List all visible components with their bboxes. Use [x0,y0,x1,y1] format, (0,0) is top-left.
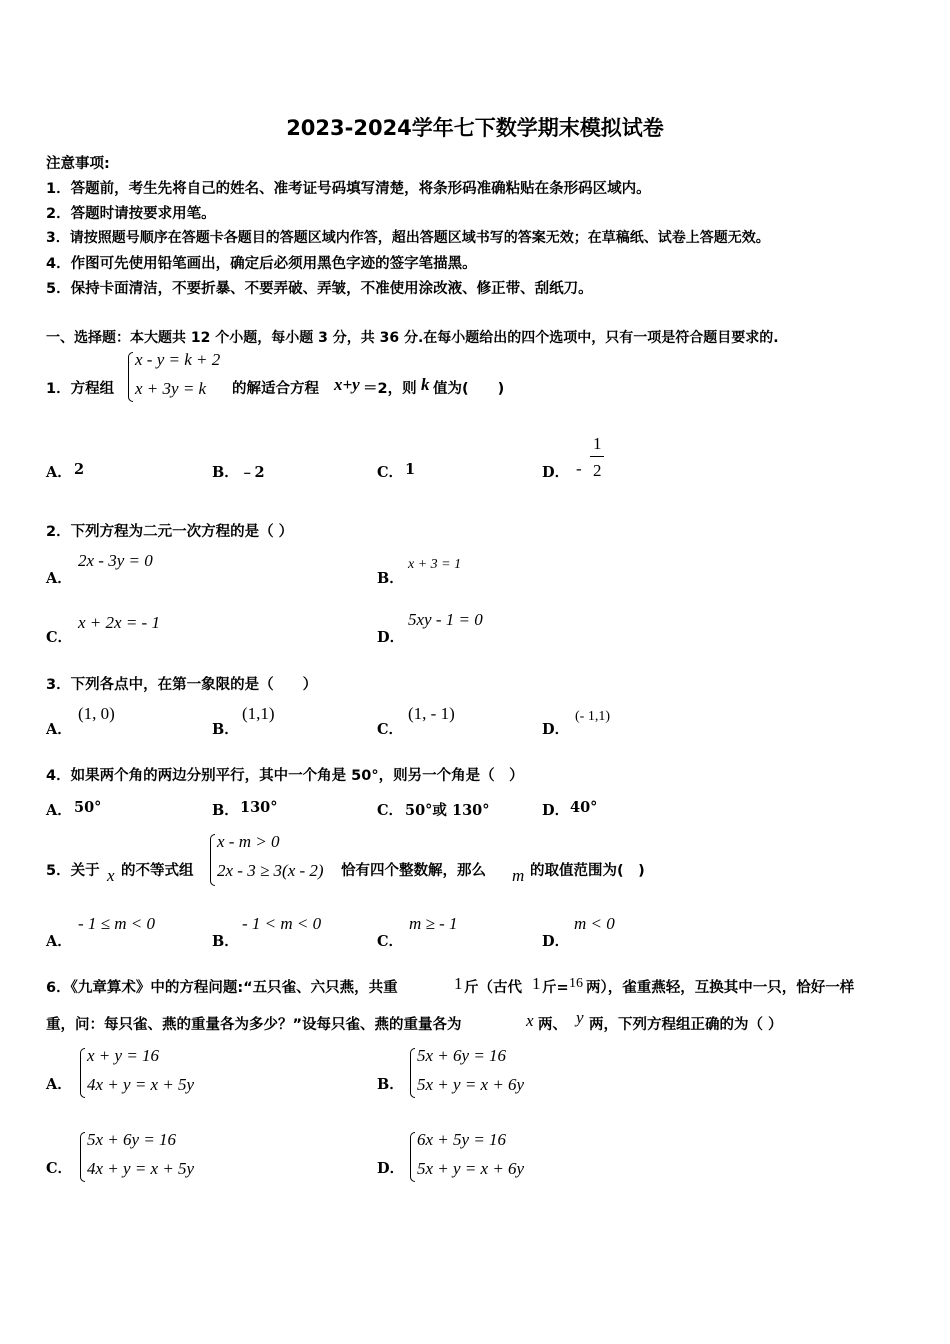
q1-option-c-value: 1 [405,461,416,478]
q5-suffix: 的取值范围为( ) [530,863,645,879]
q5-option-d-label: D． [542,933,570,950]
q6-option-d-eq1: 6x + 5y = 16 [417,1130,507,1149]
q5-ineq2: 2x - 3 ≥ 3(x - 2) [217,861,324,880]
q4-option-d-value: 40° [570,799,598,816]
q6-line2-c: 两，下列方程组正确的为（ ） [589,1017,783,1033]
notice-item-3: 3．请按照题号顺序在答题卡各题目的答题区域内作答，超出答题区域书写的答案无效；在草稿纸、试卷上答题无效。 [46,230,770,246]
q1-eq2: x + 3y = k [135,379,207,398]
q6-option-b-eq2: 5x + y = x + 6y [417,1075,525,1094]
notice-item-5: 5．保持卡面清洁，不要折暴、不要弄破、弄皱，不准使用涂改液、修正带、刮纸刀。 [46,281,593,297]
q6-line1-a: 6．《九章算术》中的方程问题:“五只雀、六只燕，共重 [46,980,398,996]
q6-line1-n2: 1 [532,974,541,993]
q6-line1-n1: 1 [454,974,463,993]
q1-option-d-denominator: 2 [593,461,602,480]
q6-option-a-label: A． [46,1076,72,1093]
q3-option-d-value: (- 1,1) [575,709,610,724]
q6-option-d-label: D． [377,1160,405,1177]
notice-item-1: 1．答题前，考生先将自己的姓名、准考证号码填写清楚，将条形码准确粘贴在条形码区域内。 [46,181,651,197]
q4-stem: 4．如果两个角的两边分别平行，其中一个角是 50°，则另一个角是（ ） [46,768,524,784]
q4-option-a-label: A． [46,802,72,819]
q1-suffix-eq: x+y [334,375,360,394]
q1-suffix-a: 的解适合方程 [232,381,319,397]
notice-item-2: 2．答题时请按要求用笔。 [46,206,216,222]
q6-line2-x: x [526,1011,534,1030]
q6-line2-a: 重，问：每只雀、燕的重量各为多少？”设每只雀、燕的重量各为 [46,1017,462,1033]
q1-suffix-b: ＝2，则 [363,381,417,397]
q6-option-c-label: C． [46,1160,73,1177]
q5-var-x: x [107,866,115,885]
q5-option-c-value: m ≥ - 1 [409,914,458,933]
q2-option-a-label: A． [46,570,72,587]
q5-var-m: m [512,866,525,885]
q5-option-b-value: - 1 < m < 0 [242,914,322,933]
q6-option-b-eq1: 5x + 6y = 16 [417,1046,507,1065]
q6-option-c-eq1: 5x + 6y = 16 [87,1130,177,1149]
q1-option-d-label: D． [542,464,570,481]
q1-prefix: 1．方程组 [46,381,115,397]
q6-option-c-brace [80,1132,85,1182]
q3-option-d-label: D． [542,721,570,738]
q1-option-d-fraction-bar [590,456,604,457]
q2-option-c-value: x + 2x = - 1 [78,613,160,632]
q4-option-b-label: B． [212,802,239,819]
notice-item-4: 4．作图可先使用铅笔画出，确定后必须用黑色字迹的签字笔描黑。 [46,256,477,272]
q4-option-d-label: D． [542,802,570,819]
q5-mid: 的不等式组 [121,863,194,879]
q2-option-b-value: x + 3 = 1 [408,557,462,572]
q5-option-a-value: - 1 ≤ m < 0 [78,914,155,933]
q6-line1-d: 两），雀重燕轻，互换其中一只，恰好一样 [586,980,855,996]
q6-line1-n3: 16 [569,976,583,991]
q1-suffix-c: 值为( ) [433,381,505,397]
q6-option-d-brace [410,1132,415,1182]
q1-option-d-numerator: 1 [593,434,602,453]
notice-heading: 注意事项: [46,156,110,172]
q6-line1-c: 斤= [542,980,569,996]
q1-suffix-k: k [421,375,430,394]
q4-option-b-value: 130° [240,799,278,816]
q3-stem: 3．下列各点中，在第一象限的是（ ） [46,677,318,693]
q1-system-brace [128,352,133,402]
q1-option-d-sign: - [576,459,582,478]
q6-option-a-eq2: 4x + y = x + 5y [87,1075,195,1094]
q5-system-brace [210,834,215,886]
q6-option-c-eq2: 4x + y = x + 5y [87,1159,195,1178]
q1-option-a-value: 2 [74,461,85,478]
q2-stem: 2．下列方程为二元一次方程的是（ ） [46,524,294,540]
q6-option-b-brace [410,1048,415,1098]
q6-line2-b: 两、 [538,1017,567,1033]
q1-eq1: x - y = k + 2 [135,350,221,369]
q2-option-d-label: D． [377,629,405,646]
q1-option-c-label: C． [377,464,404,481]
q1-option-b-label: B． [212,464,239,481]
q5-option-a-label: A． [46,933,72,950]
q6-option-a-brace [80,1048,85,1098]
q5-after: 恰有四个整数解，那么 [341,863,486,879]
q6-option-b-label: B． [377,1076,404,1093]
q5-option-d-value: m < 0 [574,914,615,933]
q2-option-a-value: 2x - 3y = 0 [78,551,153,570]
q2-option-d-value: 5xy - 1 = 0 [408,610,483,629]
q3-option-c-value: (1, - 1) [408,704,455,723]
q1-option-a-label: A． [46,464,72,481]
section-heading: 一、选择题：本大题共 12 个小题，每小题 3 分，共 36 分.在每小题给出的四个选项中，只有一项是符合题目要求的. [46,330,779,346]
q1-option-b-value: ﹣2 [240,464,265,481]
q4-option-c-value: 50°或 130° [405,802,490,819]
q2-option-b-label: B． [377,570,404,587]
q3-option-b-value: (1,1) [242,704,275,723]
q6-line2-y: y [576,1008,584,1027]
page-title: 2023-2024学年七下数学期末模拟试卷 [286,116,664,140]
q5-ineq1: x - m > 0 [217,832,280,851]
q5-option-b-label: B． [212,933,239,950]
q4-option-c-label: C． [377,802,404,819]
q3-option-a-label: A． [46,721,72,738]
q6-option-d-eq2: 5x + y = x + 6y [417,1159,525,1178]
q4-option-a-value: 50° [74,799,102,816]
q3-option-a-value: (1, 0) [78,704,115,723]
q2-option-c-label: C． [46,629,73,646]
q5-prefix: 5．关于 [46,863,100,879]
q6-line1-b: 斤（古代 [464,980,522,996]
q6-option-a-eq1: x + y = 16 [87,1046,160,1065]
q3-option-c-label: C． [377,721,404,738]
q5-option-c-label: C． [377,933,404,950]
q3-option-b-label: B． [212,721,239,738]
